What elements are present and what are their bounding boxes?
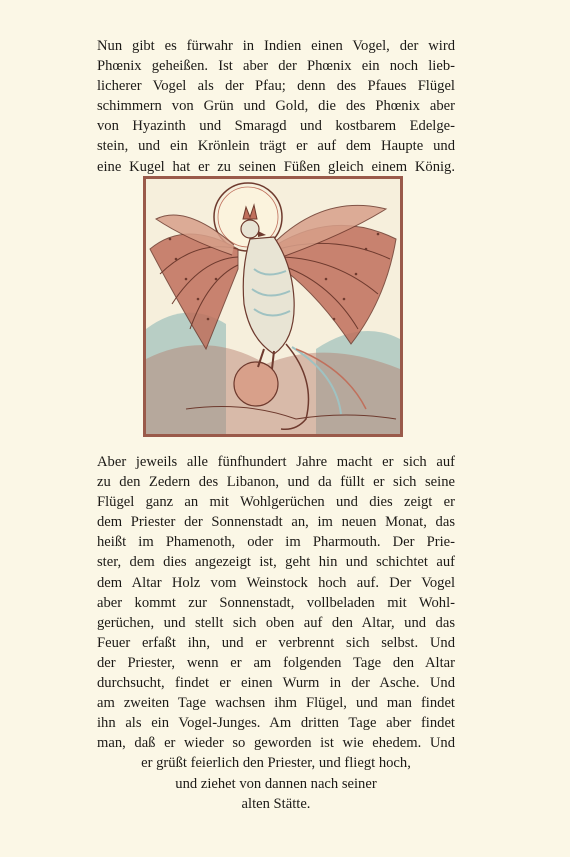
paragraph-intro bbox=[97, 36, 455, 177]
text-line: Aber jeweils alle fünfhundert Jahre macht er sich auf bbox=[97, 454, 455, 470]
text-line: und ziehet von dannen nach seiner bbox=[175, 775, 377, 792]
text-line: eine Kugel hat er zu seinen Füßen gleich einem König. bbox=[97, 158, 455, 175]
text-line: licherer Vogel als der Pfau; denn des Pfaues Flügel bbox=[97, 78, 455, 95]
text-line: alten Stätte. bbox=[241, 795, 311, 812]
text-line: durchsucht, findet er einen Wurm in der Asche. Und bbox=[97, 675, 455, 692]
text-line: aber kommt zur Sonnenstadt, vollbeladen mit Wohl- bbox=[97, 594, 455, 611]
text-line: dem Altar Holz vom Weinstock hoch auf. Der Vogel bbox=[97, 574, 455, 591]
phoenix-woodcut-image bbox=[146, 179, 400, 434]
text-line: stein, und ein Krönlein trägt er auf dem Haupte und bbox=[97, 138, 455, 155]
text-line: Feuer erfaßt ihn, und er verbrennt sich selbst. Und bbox=[97, 634, 455, 651]
text-line: von Hyazinth und Smaragd und kostbarem Edelge- bbox=[97, 118, 455, 135]
text-line: man, daß er wieder so geworden ist wie ehedem. Und bbox=[97, 735, 455, 752]
text-line: ster, dem dies angezeigt ist, geht hin und schichtet auf bbox=[97, 554, 455, 571]
text-line: ihn als ein Vogel-Junges. Am dritten Tage aber findet bbox=[97, 715, 455, 732]
text-line: Nun gibt es fürwahr in Indien einen Vogel, der wird bbox=[97, 38, 455, 54]
text-line: am zweiten Tage wachsen ihm Flügel, und man findet bbox=[97, 695, 455, 712]
text-line: gerüchen, und stellt sich oben auf den Altar, und das bbox=[97, 614, 455, 631]
text-line: heißt im Phamenoth, oder im Pharmouth. Der Prie- bbox=[97, 534, 455, 551]
text-line: schimmern von Grün und Gold, die des Phœnix aber bbox=[97, 98, 455, 115]
text-line: dem Priester der Sonnenstadt an, im neuen Monat, das bbox=[97, 514, 455, 531]
text-line: er grüßt feierlich den Priester, und fliegt hoch, bbox=[141, 755, 411, 772]
text-line: Phœnix geheißen. Ist aber der Phœnix ein noch lieb- bbox=[97, 58, 455, 75]
text-line: zu den Zedern des Libanon, und da füllt er sich seine bbox=[97, 474, 455, 491]
text-line: Flügel ganz an mit Wohlgerüchen und dies zeigt er bbox=[97, 494, 455, 511]
text-line: der Priester, wenn er am folgenden Tage den Altar bbox=[97, 654, 455, 671]
phoenix-illustration bbox=[143, 176, 403, 437]
paragraph-legend bbox=[97, 452, 455, 814]
